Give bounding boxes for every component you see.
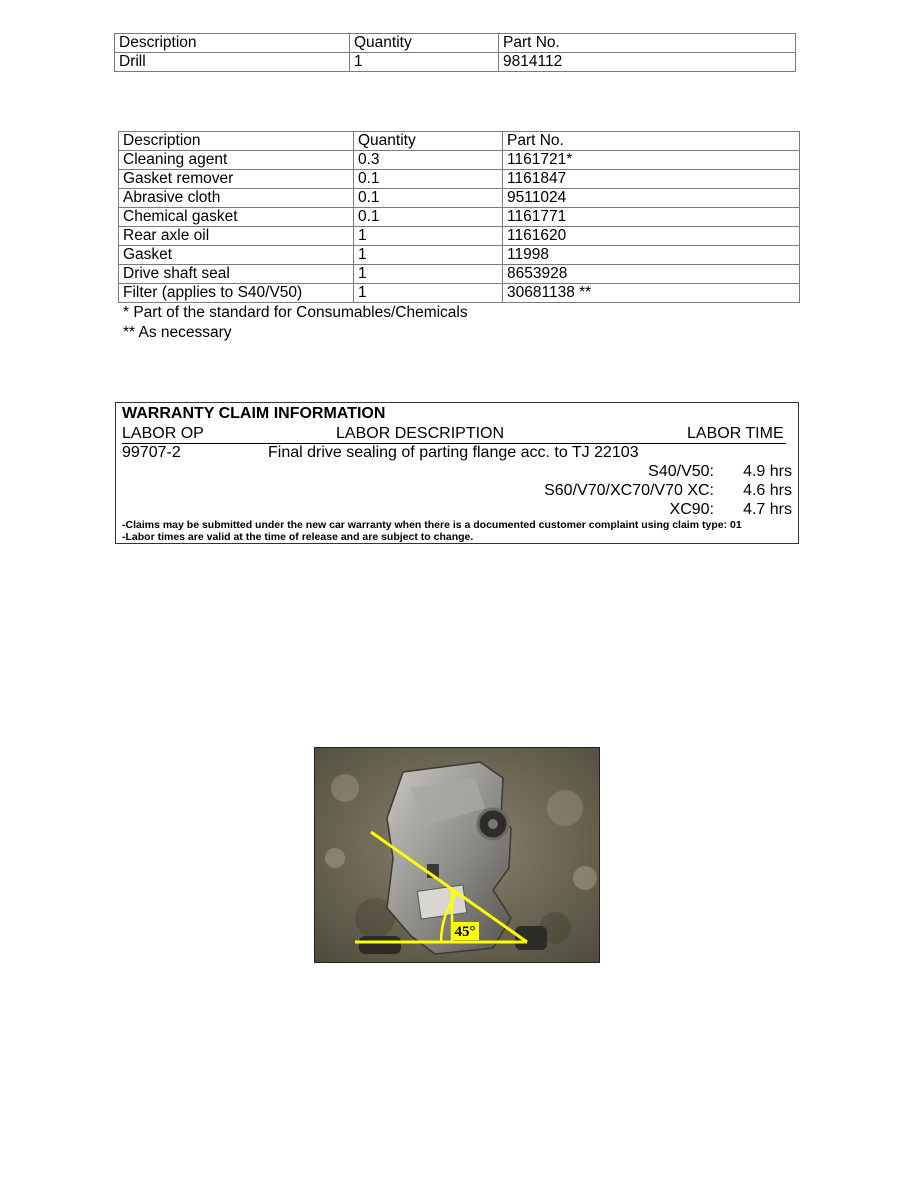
cell-description: Chemical gasket: [119, 208, 354, 227]
model-s40-v50: S40/V50:: [648, 463, 714, 480]
cell-description: Gasket: [119, 246, 354, 265]
cell-part-no: 8653928: [503, 265, 800, 284]
header-description: Description: [119, 132, 354, 151]
header-quantity: Quantity: [350, 34, 499, 53]
cell-quantity: 0.1: [354, 208, 503, 227]
cell-part-no: 1161721*: [503, 151, 800, 170]
cell-description: Abrasive cloth: [119, 189, 354, 208]
table-row: [119, 265, 800, 284]
cell-part-no: 9511024: [503, 189, 800, 208]
table-row: [119, 170, 800, 189]
final-drive-illustration: [315, 748, 600, 963]
time-xc90: 4.7 hrs: [743, 501, 792, 518]
cell-description: Gasket remover: [119, 170, 354, 189]
cell-description: Filter (applies to S40/V50): [119, 284, 354, 303]
cell-description: Drill: [115, 53, 350, 72]
cell-description: Cleaning agent: [119, 151, 354, 170]
labor-op-header: LABOR OP: [122, 425, 204, 442]
cell-description: Rear axle oil: [119, 227, 354, 246]
cell-quantity: 0.1: [354, 189, 503, 208]
cell-part-no: 1161847: [503, 170, 800, 189]
table-row: [119, 227, 800, 246]
final-drive-photo: [314, 747, 600, 963]
warranty-claim-box: [115, 402, 799, 544]
header-part-no: Part No.: [499, 34, 796, 53]
header-description: Description: [115, 34, 350, 53]
note-as-necessary: ** As necessary: [123, 323, 232, 341]
table-header-row: [115, 34, 796, 53]
labor-op-value: 99707-2: [122, 444, 181, 461]
angle-label: 45°: [454, 924, 476, 940]
header-quantity: Quantity: [354, 132, 503, 151]
labor-description-value: Final drive sealing of parting flange acc. to TJ 22103: [268, 444, 639, 461]
warranty-footnote-claims: -Claims may be submitted under the new car warranty when there is a documented customer complaint using claim type: 01: [122, 519, 742, 531]
time-s60-v70: 4.6 hrs: [743, 482, 792, 499]
table-row: [115, 53, 796, 72]
labor-time-header: LABOR TIME: [687, 425, 784, 442]
cell-part-no: 1161620: [503, 227, 800, 246]
cell-description: Drive shaft seal: [119, 265, 354, 284]
note-standard: * Part of the standard for Consumables/Chemicals: [123, 304, 468, 321]
cell-quantity: 1: [354, 227, 503, 246]
table-header-row: [119, 132, 800, 151]
cell-quantity: 1: [354, 284, 503, 303]
header-part-no: Part No.: [503, 132, 800, 151]
cell-quantity: 1: [354, 265, 503, 284]
consumables-notes: [123, 303, 468, 342]
model-xc90: XC90:: [669, 501, 714, 518]
cell-part-no: 11998: [503, 246, 800, 265]
time-s40-v50: 4.9 hrs: [743, 463, 792, 480]
labor-description-header: LABOR DESCRIPTION: [336, 425, 505, 442]
table-row: [119, 151, 800, 170]
cell-quantity: 1: [350, 53, 499, 72]
warranty-footnote-labor-times: -Labor times are valid at the time of release and are subject to change.: [122, 531, 474, 543]
table-row: [119, 189, 800, 208]
cell-quantity: 0.1: [354, 170, 503, 189]
cell-quantity: 0.3: [354, 151, 503, 170]
cell-part-no: 9814112: [499, 53, 796, 72]
cell-part-no: 1161771: [503, 208, 800, 227]
cell-part-no: 30681138 **: [503, 284, 800, 303]
table-row: [119, 284, 800, 303]
consumables-table: [118, 131, 800, 303]
model-s60-v70: S60/V70/XC70/V70 XC:: [544, 482, 714, 499]
cell-quantity: 1: [354, 246, 503, 265]
table-row: [119, 208, 800, 227]
tools-table: [114, 33, 796, 72]
warranty-title: WARRANTY CLAIM INFORMATION: [122, 405, 386, 422]
table-row: [119, 246, 800, 265]
